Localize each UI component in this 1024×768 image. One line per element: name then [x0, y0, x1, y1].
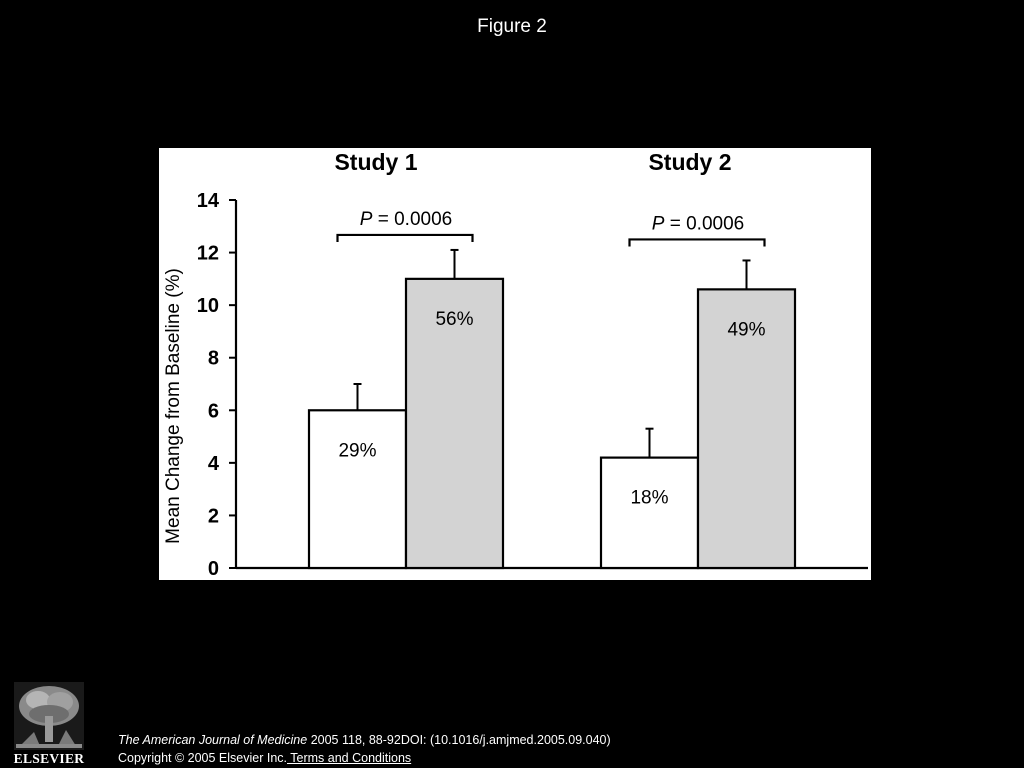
- bar: [601, 458, 698, 568]
- significance-bracket: [338, 235, 473, 242]
- citation-line: [118, 731, 611, 749]
- p-value-text: = 0.0006: [372, 208, 453, 230]
- p-value-text: = 0.0006: [664, 213, 745, 235]
- p-value-label: [652, 213, 744, 234]
- bar-chart: [159, 148, 871, 580]
- p-symbol: P: [359, 208, 373, 230]
- y-tick-label: 10: [196, 295, 219, 318]
- bar: [309, 410, 406, 568]
- y-axis-label: Mean Change from Baseline (%): [163, 268, 184, 544]
- y-tick-label: 6: [207, 400, 219, 423]
- elsevier-wordmark: ELSEVIER: [13, 751, 85, 766]
- y-tick-label: 4: [207, 452, 219, 475]
- y-tick-label: 8: [207, 347, 219, 370]
- copyright-line: [118, 749, 611, 767]
- bar-percent-label: 56%: [435, 308, 474, 330]
- elsevier-tree-icon: [14, 682, 84, 750]
- bar-percent-label: 29%: [338, 440, 377, 462]
- slide-title: Figure 2: [477, 16, 547, 37]
- footer: [118, 731, 611, 767]
- copyright-text: Copyright © 2005 Elsevier Inc.: [118, 751, 288, 765]
- group-title: Study 1: [334, 149, 418, 175]
- terms-and-conditions-link[interactable]: Terms and Conditions: [287, 751, 412, 765]
- elsevier-logo: [10, 680, 88, 766]
- chart-panel: [159, 148, 871, 580]
- bar-percent-label: 18%: [630, 487, 669, 509]
- journal-name: The American Journal of Medicine: [118, 733, 308, 747]
- p-value-label: [360, 209, 452, 230]
- significance-bracket: [630, 239, 765, 246]
- group-title: Study 2: [648, 149, 732, 175]
- y-tick-label: 12: [196, 242, 219, 265]
- y-tick-label: 0: [207, 558, 219, 580]
- y-tick-label: 14: [196, 190, 219, 212]
- y-tick-label: 2: [207, 505, 219, 528]
- citation-text: 2005 118, 88-92DOI: (10.1016/j.amjmed.2005.09.040): [307, 733, 611, 747]
- bar-percent-label: 49%: [727, 319, 766, 341]
- p-symbol: P: [651, 213, 665, 235]
